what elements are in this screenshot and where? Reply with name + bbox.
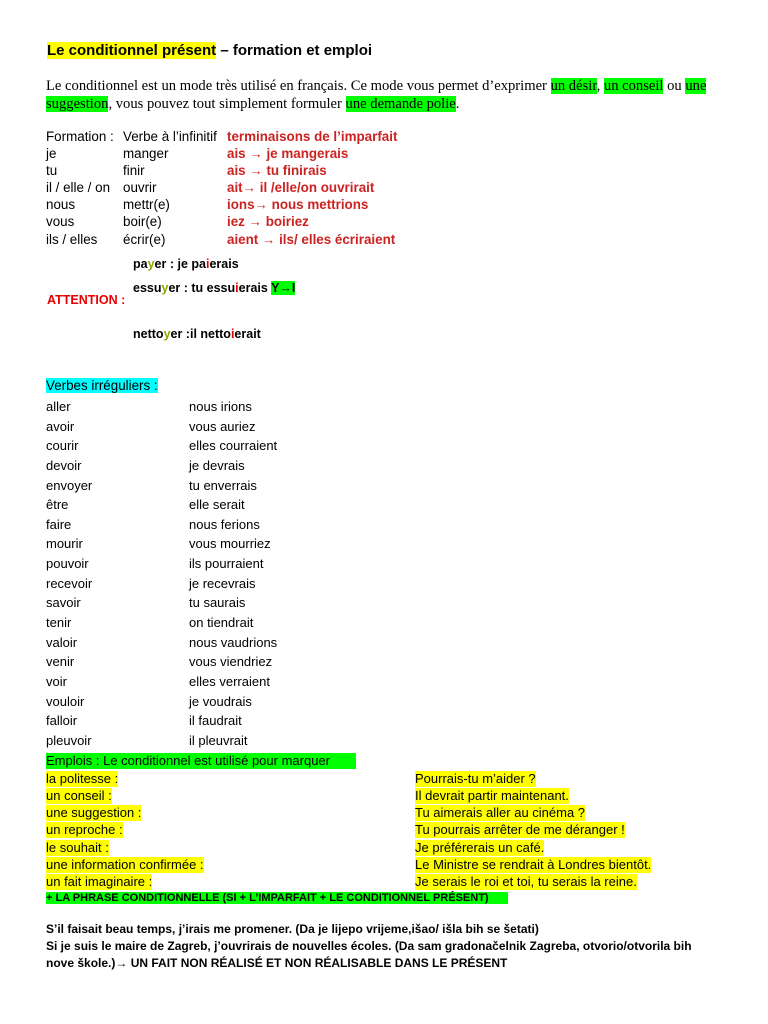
irregular-infinitive: aller [46, 399, 71, 414]
formation-pronoun: tu [46, 163, 58, 178]
attention-text: erais [209, 257, 239, 271]
formation-endings-header: terminaisons de l’imparfait [227, 129, 398, 144]
example-line-3: nove škole.)→ UN FAIT NON RÉALISÉ ET NON RÉALISABLE DANS LE PRÉSENT [46, 956, 508, 970]
formation-label: Formation : [46, 129, 114, 144]
irregular-form: tu enverrais [189, 478, 257, 493]
irregular-header: Verbes irréguliers : [46, 378, 158, 393]
irregular-form: je devrais [189, 458, 245, 473]
emploi-example: Je serais le roi et toi, tu serais la reine. [415, 874, 637, 889]
irregular-form: tu saurais [189, 595, 246, 610]
intro-paragraph [46, 77, 726, 113]
y-to-i-note: Y→I [271, 281, 296, 295]
intro-highlight-conseil: un conseil [603, 78, 664, 94]
intro-highlight-demande: une demande polie [345, 96, 456, 112]
irregular-form: je recevrais [189, 576, 256, 591]
intro-text: , vous pouvez tout simplement formuler [108, 96, 346, 112]
irregular-form: elle serait [189, 497, 245, 512]
irregular-form: nous ferions [189, 517, 260, 532]
attention-text: pa [133, 257, 148, 271]
letter-i: i [230, 327, 235, 341]
intro-highlight-desir: un désir [550, 78, 597, 94]
attention-text: netto [133, 327, 164, 341]
emploi-example: Pourrais-tu m’aider ? [415, 771, 536, 786]
irregular-infinitive: courir [46, 438, 79, 453]
formation-infinitive-header: Verbe à l’infinitif [123, 129, 217, 144]
irregular-infinitive: pouvoir [46, 556, 89, 571]
irregular-form: nous irions [189, 399, 252, 414]
irregular-infinitive: savoir [46, 595, 81, 610]
formation-verb: boir(e) [123, 214, 162, 229]
formation-pronoun: nous [46, 197, 76, 212]
letter-y: y [161, 281, 169, 295]
formation-verb: mettr(e) [123, 197, 170, 212]
irregular-form: elles courraient [189, 438, 278, 453]
irregular-form: vous viendriez [189, 654, 273, 669]
emploi-use: un fait imaginaire : [46, 874, 153, 889]
irregular-infinitive: tenir [46, 615, 72, 630]
irregular-form: vous mourriez [189, 536, 271, 551]
formation-verb: ouvrir [123, 180, 157, 195]
irregular-infinitive: être [46, 497, 69, 512]
emploi-example: Il devrait partir maintenant. [415, 788, 569, 803]
emploi-use: le souhait : [46, 840, 109, 855]
phrase-conditionnelle-header: + LA PHRASE CONDITIONNELLE (SI + L’IMPARFAIT + LE CONDITIONNEL PRÉSENT) [46, 892, 508, 904]
emploi-example: Tu aimerais aller au cinéma ? [415, 805, 586, 820]
irregular-form: il faudrait [189, 713, 242, 728]
letter-y: y [163, 327, 171, 341]
emploi-use: un conseil : [46, 788, 112, 803]
irregular-form: nous vaudrions [189, 635, 278, 650]
emploi-use: un reproche : [46, 822, 123, 837]
letter-i: i [235, 281, 239, 295]
attention-text: er : je pa [154, 257, 206, 271]
irregular-infinitive: avoir [46, 419, 75, 434]
title-rest: – formation et emploi [216, 42, 373, 59]
emploi-use: la politesse : [46, 771, 119, 786]
formation-verb: finir [123, 163, 145, 178]
irregular-infinitive: valoir [46, 635, 78, 650]
formation-pronoun: ils / elles [46, 232, 98, 247]
emploi-use: une suggestion : [46, 805, 142, 820]
attention-text: er : tu essu [168, 281, 236, 295]
formation-ending: ais → je mangerais [227, 146, 349, 161]
formation-ending: ait→ il /elle/on ouvrirait [227, 180, 375, 195]
attention-text: er :il netto [170, 327, 231, 341]
formation-pronoun: je [46, 146, 57, 161]
irregular-infinitive: venir [46, 654, 75, 669]
emploi-example: Le Ministre se rendrait à Londres bientôt. [415, 857, 652, 872]
formation-ending: iez → boiriez [227, 214, 309, 229]
irregular-form: je voudrais [189, 694, 252, 709]
irregular-form: ils pourraient [189, 556, 264, 571]
irregular-form: elles verraient [189, 674, 270, 689]
intro-text: Le conditionnel est un mode très utilisé en français. Ce mode vous permet d’exprimer [46, 78, 551, 94]
emploi-example: Tu pourrais arrêter de me déranger ! [415, 822, 625, 837]
emploi-example: Je préférerais un café. [415, 840, 545, 855]
letter-i: i [205, 257, 210, 271]
irregular-form: on tiendrait [189, 615, 254, 630]
emploi-use: une information confirmée : [46, 857, 204, 872]
page-title [47, 42, 372, 59]
irregular-infinitive: faire [46, 517, 72, 532]
formation-verb: écrir(e) [123, 232, 166, 247]
irregular-form: vous auriez [189, 419, 256, 434]
formation-verb: manger [123, 146, 169, 161]
example-line-1: S’il faisait beau temps, j’irais me promener. (Da je lijepo vrijeme,išao/ išla bih se šetati) [46, 922, 539, 936]
formation-pronoun: vous [46, 214, 75, 229]
intro-highlight-suggestion: une suggestion [46, 78, 707, 112]
letter-y: y [147, 257, 155, 271]
irregular-form: il pleuvrait [189, 733, 248, 748]
formation-ending: aient → ils/ elles écriraient [227, 232, 396, 247]
irregular-infinitive: pleuvoir [46, 733, 92, 748]
irregular-infinitive: recevoir [46, 576, 93, 591]
emplois-header: Emplois : Le conditionnel est utilisé pour marquer [46, 753, 356, 769]
attention-nettoyer [133, 327, 261, 341]
formation-ending: ions→ nous mettrions [227, 197, 369, 212]
attention-text: essu [133, 281, 162, 295]
title-highlight: Le conditionnel présent [47, 42, 217, 59]
intro-text: . [455, 96, 460, 112]
attention-text: erais [238, 281, 268, 295]
attention-payer [133, 257, 239, 271]
irregular-infinitive: voir [46, 674, 67, 689]
irregular-infinitive: envoyer [46, 478, 93, 493]
irregular-infinitive: devoir [46, 458, 82, 473]
attention-text: erait [234, 327, 261, 341]
intro-text: ou [663, 78, 686, 94]
attention-essuyer [133, 281, 295, 295]
attention-label: ATTENTION : [47, 293, 126, 307]
irregular-infinitive: mourir [46, 536, 83, 551]
irregular-infinitive: vouloir [46, 694, 85, 709]
formation-ending: ais → tu finirais [227, 163, 327, 178]
example-line-2: Si je suis le maire de Zagreb, j’ouvrirais de nouvelles écoles. (Da sam gradonačelnik Zagreba, otvorio/otvorila bih [46, 939, 692, 953]
irregular-infinitive: falloir [46, 713, 78, 728]
formation-pronoun: il / elle / on [46, 180, 111, 195]
intro-text: , [596, 78, 604, 94]
